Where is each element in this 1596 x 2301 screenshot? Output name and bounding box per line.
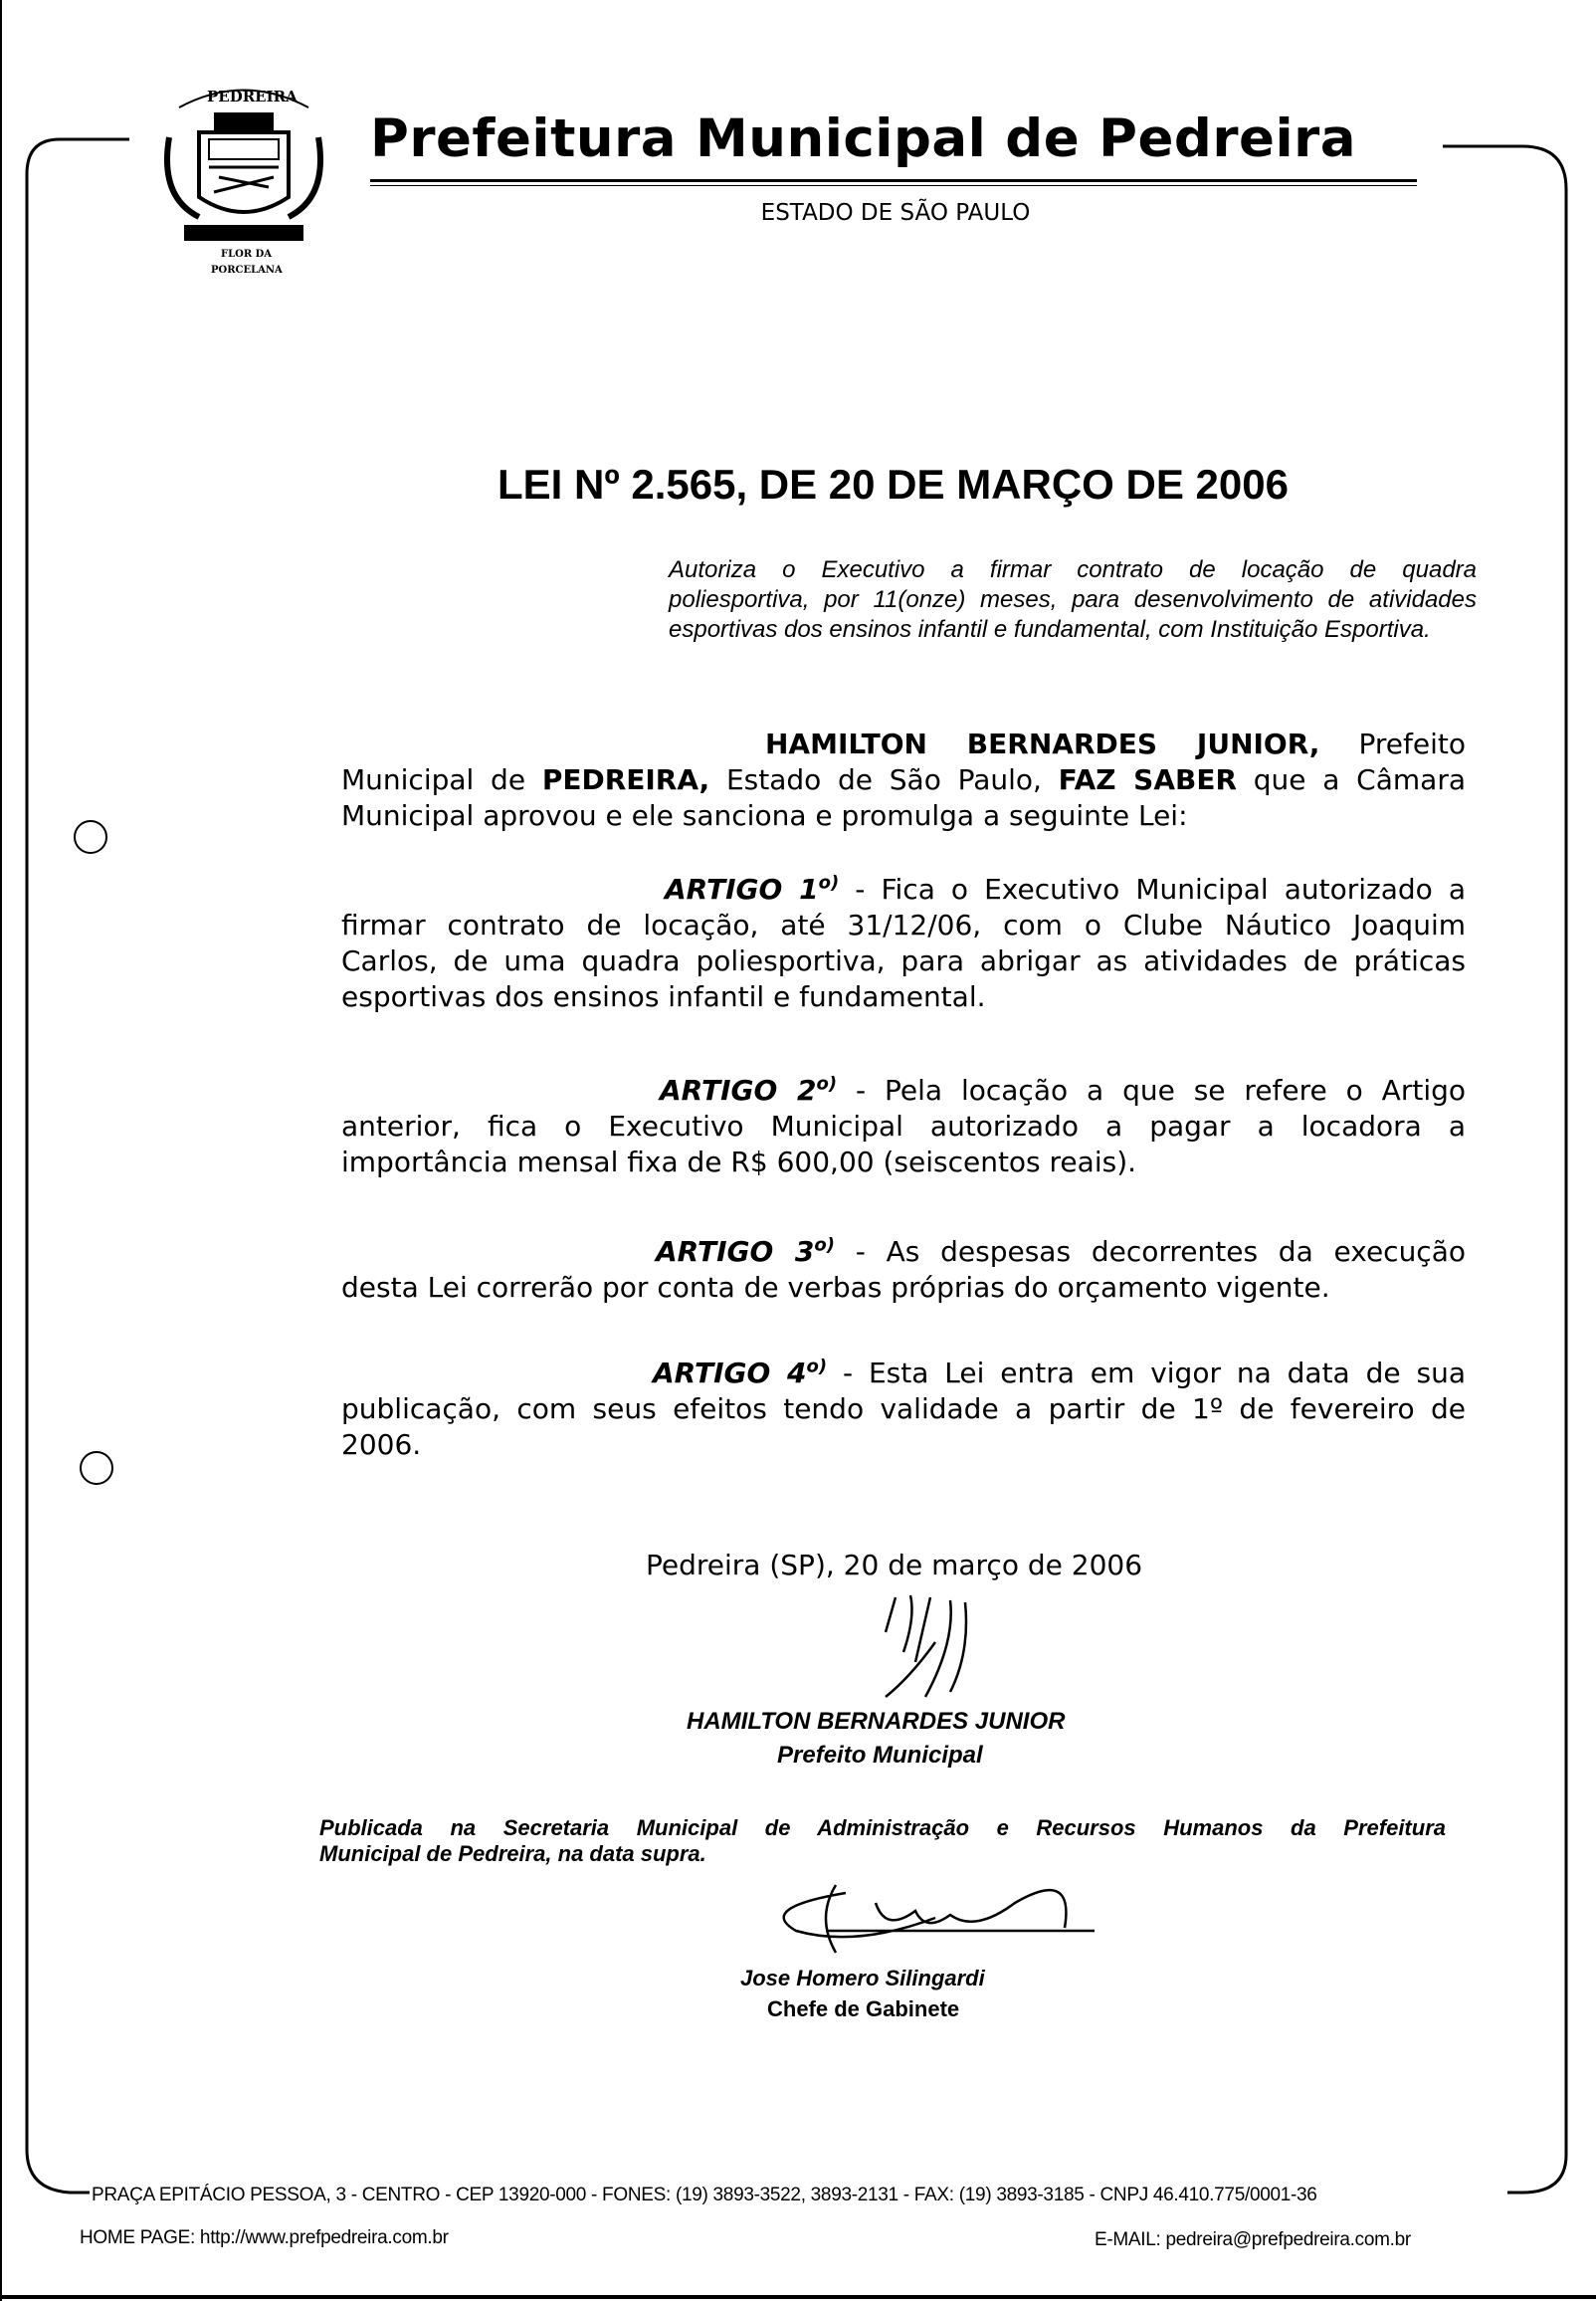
text: publicação, com seus efeitos tendo validade a partir de 1º de fevereiro de (341, 1392, 1466, 1425)
text: que a Câmara (1253, 763, 1466, 796)
preamble-paragraph (341, 727, 1466, 834)
ordinal: o) (814, 1234, 835, 1256)
article-1 (341, 872, 1466, 1015)
summary-line: Autoriza o Executivo a firmar contrato de locação de quadra (669, 556, 1477, 583)
ordinal: o) (818, 872, 840, 894)
ordinal: o) (806, 1356, 828, 1377)
text: 2006. (341, 1428, 422, 1461)
place-date: Pedreira (SP), 20 de março de 2006 (646, 1549, 1143, 1581)
mayor-name: HAMILTON BERNARDES JUNIOR, (765, 728, 1320, 760)
svg-text:FLOR DA: FLOR DA (221, 249, 273, 260)
punch-hole-mark (74, 820, 107, 854)
summary-line: esportivas dos ensinos infantil e fundamental, com Instituição Esportiva. (669, 616, 1431, 643)
title-underline-thin (370, 185, 1417, 186)
text: Municipal de (341, 763, 526, 796)
text: Prefeito (1358, 728, 1466, 760)
text: Municipal aprovou e ele sanciona e promulga a seguinte Lei: (341, 799, 1188, 832)
title-underline (370, 179, 1417, 182)
header-subtitle: ESTADO DE SÃO PAULO (760, 200, 1031, 226)
text: desta Lei correrão por conta de verbas próprias do orçamento vigente. (341, 1271, 1330, 1304)
article-label: ARTIGO 2 (660, 1074, 817, 1107)
footer-homepage[interactable]: HOME PAGE: http://www.prefpedreira.com.br (80, 2227, 449, 2248)
text: - Fica o Executivo Municipal autorizado a (855, 873, 1466, 906)
mayor-name-signature: HAMILTON BERNARDES JUNIOR (687, 1708, 1066, 1735)
text: anterior, fica o Executivo Municipal autorizado a pagar a locadora a (341, 1110, 1466, 1143)
chief-name: Jose Homero Silingardi (740, 1966, 985, 1990)
chief-of-staff-signature (776, 1873, 1095, 1961)
article-label: ARTIGO 4 (653, 1357, 807, 1389)
summary-line: poliesportiva, por 11(onze) meses, para desenvolvimento de atividades (669, 586, 1477, 613)
header-title: Prefeitura Municipal de Pedreira (370, 108, 1357, 169)
mayor-signature (816, 1592, 1015, 1702)
footer-email[interactable]: E-MAIL: pedreira@prefpedreira.com.br (1095, 2229, 1411, 2250)
municipal-crest-logo (159, 78, 333, 282)
law-summary (669, 555, 1477, 645)
text: FAZ SABER (1058, 763, 1238, 796)
text: Municipal de Pedreira, na data supra. (319, 1841, 706, 1866)
chief-role: Chefe de Gabinete (767, 1996, 960, 2021)
city-name: PEDREIRA, (541, 763, 710, 796)
article-4 (341, 1356, 1466, 1463)
mayor-role: Prefeito Municipal (777, 1742, 983, 1769)
law-heading: LEI Nº 2.565, DE 20 DE MARÇO DE 2006 (498, 461, 1289, 508)
text: - Esta Lei entra em vigor na data de sua (842, 1357, 1466, 1389)
article-3 (341, 1234, 1466, 1306)
article-label: ARTIGO 1 (665, 873, 819, 906)
article-2 (341, 1073, 1466, 1180)
text: Estado de São Paulo, (725, 763, 1042, 796)
text: - Pela locação a que se refere o Artigo (856, 1074, 1467, 1107)
ordinal: o) (816, 1073, 838, 1095)
text: Carlos, de uma quadra poliesportiva, para abrigar as atividades de práticas (341, 944, 1466, 977)
text: importância mensal fixa de R$ 600,00 (seiscentos reais). (341, 1146, 1137, 1178)
article-label: ARTIGO 3 (656, 1235, 815, 1268)
publication-note (319, 1815, 1446, 1867)
text: Publicada na Secretaria Municipal de Administração e Recursos Humanos da Prefeitura (319, 1815, 1446, 1840)
text: firmar contrato de locação, até 31/12/06, com o Clube Náutico Joaquim (341, 909, 1466, 941)
punch-hole-mark (80, 1451, 113, 1485)
footer-address: PRAÇA EPITÁCIO PESSOA, 3 - CENTRO - CEP 13920-000 - FONES: (19) 3893-3522, 3893-2131 - FAX: (19) 3893-3185 - CNPJ 46.410.775/0001-36 (92, 2185, 1317, 2205)
text: esportivas dos ensinos infantil e fundamental. (341, 980, 986, 1013)
svg-text:PEDREIRA: PEDREIRA (207, 88, 298, 105)
text: - As despesas decorrentes da execução (855, 1235, 1466, 1268)
svg-text:PORCELANA: PORCELANA (211, 265, 283, 276)
